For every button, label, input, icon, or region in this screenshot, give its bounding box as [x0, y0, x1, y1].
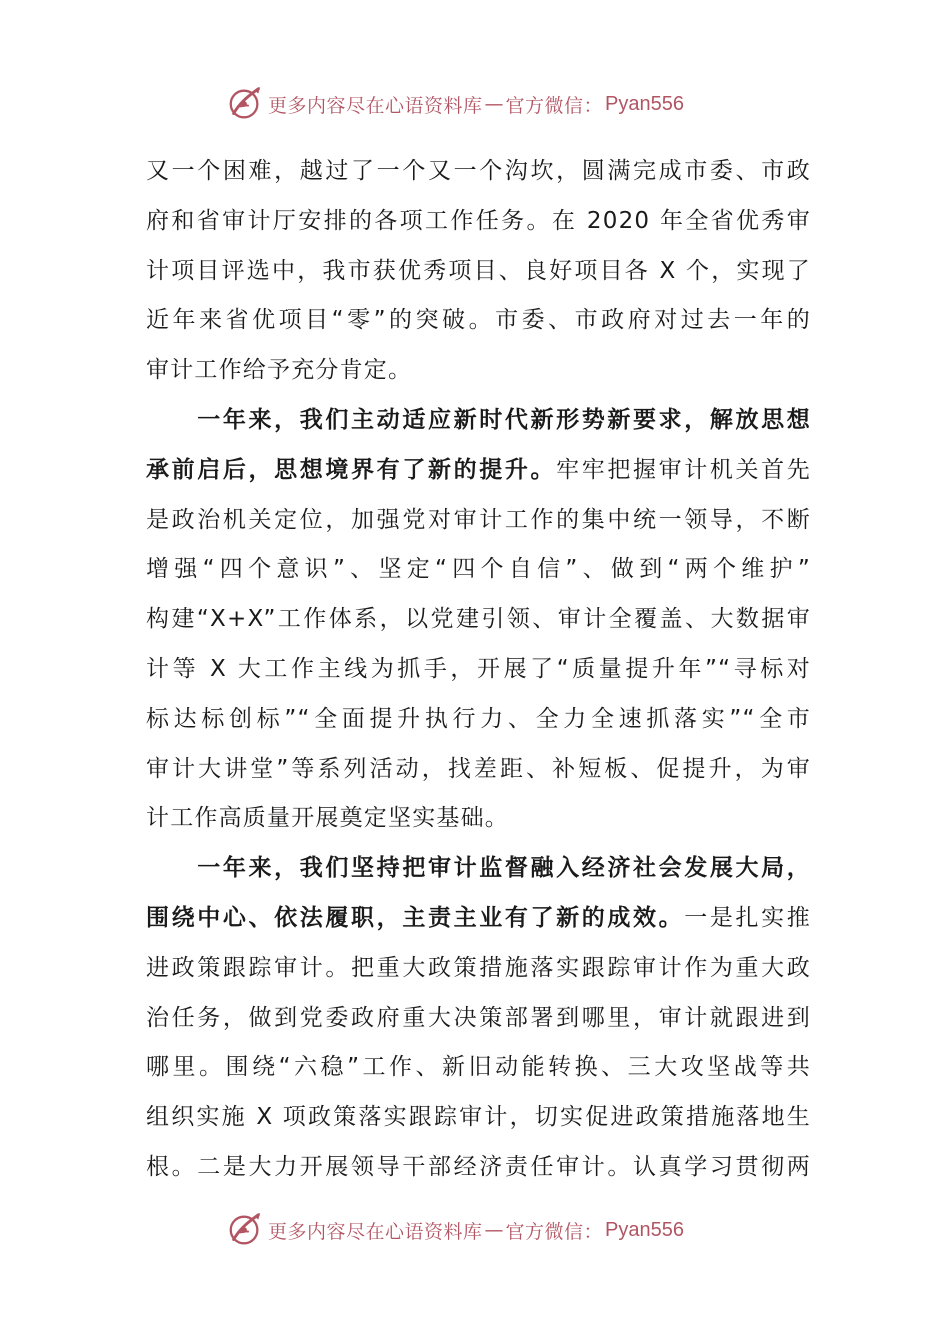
footer-watermark [0, 1210, 950, 1250]
text-line: 根。二是大力开展领导干部经济责任审计。认真学习贯彻两 [146, 1153, 811, 1180]
paragraph-3 [146, 844, 811, 1193]
text-line [146, 844, 811, 894]
footer-wechat-id: Pyan556 [605, 1218, 684, 1241]
text-line: 计等 X 大工作主线为抓手，开展了“质量提升年”“寻标对 [146, 655, 811, 682]
paragraph-1 [146, 147, 811, 396]
pen-seal-logo-icon [226, 1211, 264, 1249]
header-site-text: 更多内容尽在心语资料库 [268, 94, 483, 117]
text-line [146, 396, 811, 446]
bold-lead-text: 一年来，我们坚持把审计监督融入经济社会发展大局， [146, 855, 811, 882]
text-line: 进政策跟踪审计。把重大政策措施落实跟踪审计作为重大政 [146, 954, 811, 981]
footer-site-text: 更多内容尽在心语资料库 [268, 1220, 483, 1243]
text-line: 哪里。围绕“六稳”工作、新旧动能转换、三大攻坚战等共 [146, 1054, 811, 1081]
header-wechat-label: 官方微信： [505, 94, 604, 117]
footer-watermark-content [226, 1210, 684, 1250]
header-wechat-id: Pyan556 [605, 92, 684, 115]
text-line [146, 446, 811, 496]
text-line: 又一个困难，越过了一个又一个沟坎，圆满完成市委、市政 [146, 158, 811, 184]
text-run: 一是扎实推 [684, 904, 812, 931]
text-line: 计工作高质量开展奠定坚实基础。 [146, 805, 509, 832]
footer-wechat-label: 官方微信： [505, 1220, 604, 1243]
text-line [146, 894, 811, 944]
text-run: 牢牢把握审计机关首先 [556, 456, 812, 483]
text-line: 组织实施 X 项政策落实跟踪审计，切实促进政策措施落地生 [146, 1104, 811, 1131]
text-line: 计项目评选中，我市获优秀项目、良好项目各 X 个，实现了 [146, 257, 811, 284]
header-watermark-content [226, 84, 684, 124]
paragraph-2 [146, 396, 811, 844]
text-line: 增强“四个意识”、坚定“四个自信”、做到“两个维护” [146, 556, 811, 583]
text-line: 标达标创标”“全面提升执行力、全力全速抓落实”“全市 [146, 705, 811, 732]
text-line: 是政治机关定位，加强党对审计工作的集中统一领导，不断 [146, 506, 811, 533]
footer-separator: — [484, 1219, 504, 1241]
text-line: 府和省审计厅安排的各项工作任务。在 2020 年全省优秀审 [146, 207, 811, 234]
header-watermark [0, 84, 950, 124]
text-line: 审计工作给予充分肯定。 [146, 357, 413, 384]
bold-lead-text: 承前启后，思想境界有了新的提升。 [146, 456, 557, 483]
text-line: 审计大讲堂”等系列活动，找差距、补短板、促提升，为审 [146, 755, 811, 782]
pen-seal-logo-icon [226, 85, 264, 123]
bold-lead-text: 一年来，我们主动适应新时代新形势新要求，解放思想 [146, 406, 811, 433]
bold-lead-text: 围绕中心、依法履职，主责主业有了新的成效。 [146, 904, 685, 931]
text-line: 近年来省优项目“零”的突破。市委、市政府对过去一年的 [146, 307, 811, 334]
document-body [146, 147, 811, 1193]
text-line: 构建“X+X”工作体系，以党建引领、审计全覆盖、大数据审 [146, 606, 811, 633]
header-separator: — [484, 93, 504, 115]
text-line: 治任务，做到党委政府重大决策部署到哪里，审计就跟进到 [146, 1004, 811, 1031]
